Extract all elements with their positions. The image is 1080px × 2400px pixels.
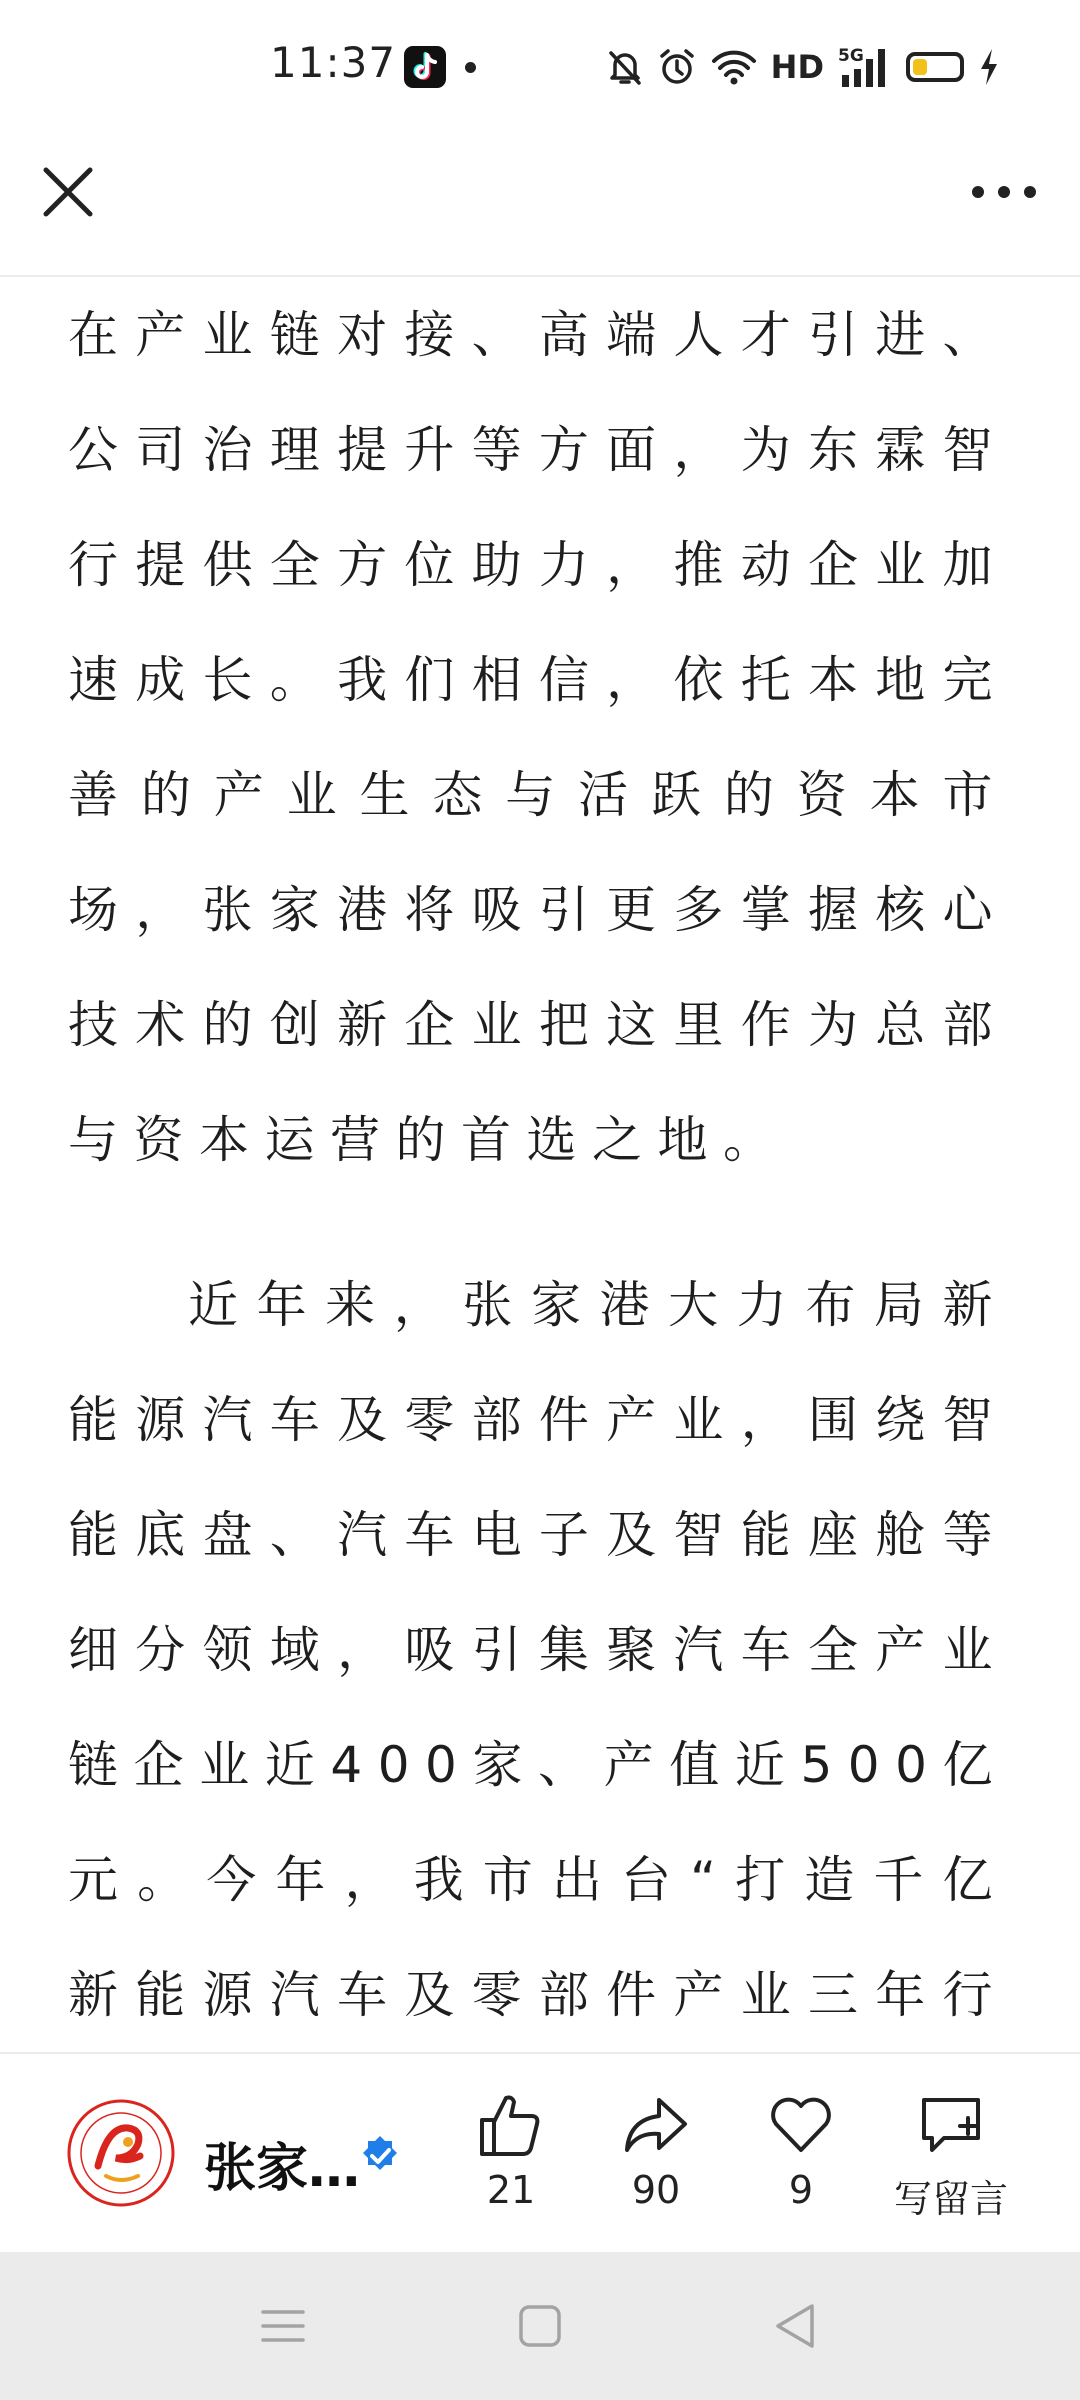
article-body [68,276,1008,2051]
share-button[interactable] [581,2090,731,2212]
comment-add-icon [916,2090,986,2160]
close-button[interactable] [36,160,100,224]
account-logo-icon [66,2098,176,2208]
write-comment-label: 写留言 [893,2177,1008,2221]
favorite-count: 9 [788,2168,814,2212]
share-count: 90 [631,2168,681,2212]
battery-icon [906,52,964,82]
close-icon [36,160,100,224]
thumbs-up-icon [476,2090,546,2160]
more-options-button[interactable] [964,160,1044,224]
notification-dot [465,62,476,73]
more-icon [964,160,1044,224]
tiktok-icon [404,46,446,88]
article-action-bar [0,2052,1080,2254]
back-button[interactable] [770,2296,820,2360]
article-paragraph: 近年来，张家港大力布局新能源汽车及零部件产业，围绕智能底盘、汽车电子及智能座舱等细分领域，吸引集聚汽车全产业链企业近400家、产值近500亿元。今年，我市出台“打造千亿新能源汽车及零部件产业三年行 [68,1276,1008,2024]
status-time: 11:37 [270,38,397,87]
like-count: 21 [486,2168,536,2212]
signal-icon [838,45,892,89]
charging-icon [978,47,1000,87]
account-name[interactable]: 张家… [204,2139,361,2199]
favorite-button[interactable] [726,2090,876,2212]
account-avatar[interactable] [66,2098,176,2208]
home-button[interactable] [515,2296,565,2360]
verified-badge-icon [358,2134,402,2178]
network-hd-label: HD [770,48,824,86]
write-comment-button[interactable] [871,2090,1031,2223]
wifi-icon [711,48,757,86]
back-icon [770,2296,820,2356]
alarm-icon [657,47,697,87]
system-navigation-bar [0,2252,1080,2400]
article-paragraph: 在产业链对接、高端人才引进、公司治理提升等方面，为东霖智行提供全方位助力，推动企业加速成长。我们相信，依托本地完善的产业生态与活跃的资本市场，张家港将吸引更多掌握核心技术的创新企业把这里作为总部与资本运营的首选之地。 [68,306,1008,1169]
heart-icon [766,2090,836,2160]
battery-level [913,59,927,75]
status-icons [607,44,1000,90]
menu-icon [258,2296,308,2356]
like-button[interactable] [436,2090,586,2212]
home-icon [515,2296,565,2356]
mute-bell-icon [607,47,643,87]
status-bar [0,0,1080,130]
svg-text:5G: 5G [838,46,864,66]
top-nav-bar [0,130,1080,277]
recent-apps-button[interactable] [258,2296,308,2360]
share-arrow-icon [621,2090,691,2160]
